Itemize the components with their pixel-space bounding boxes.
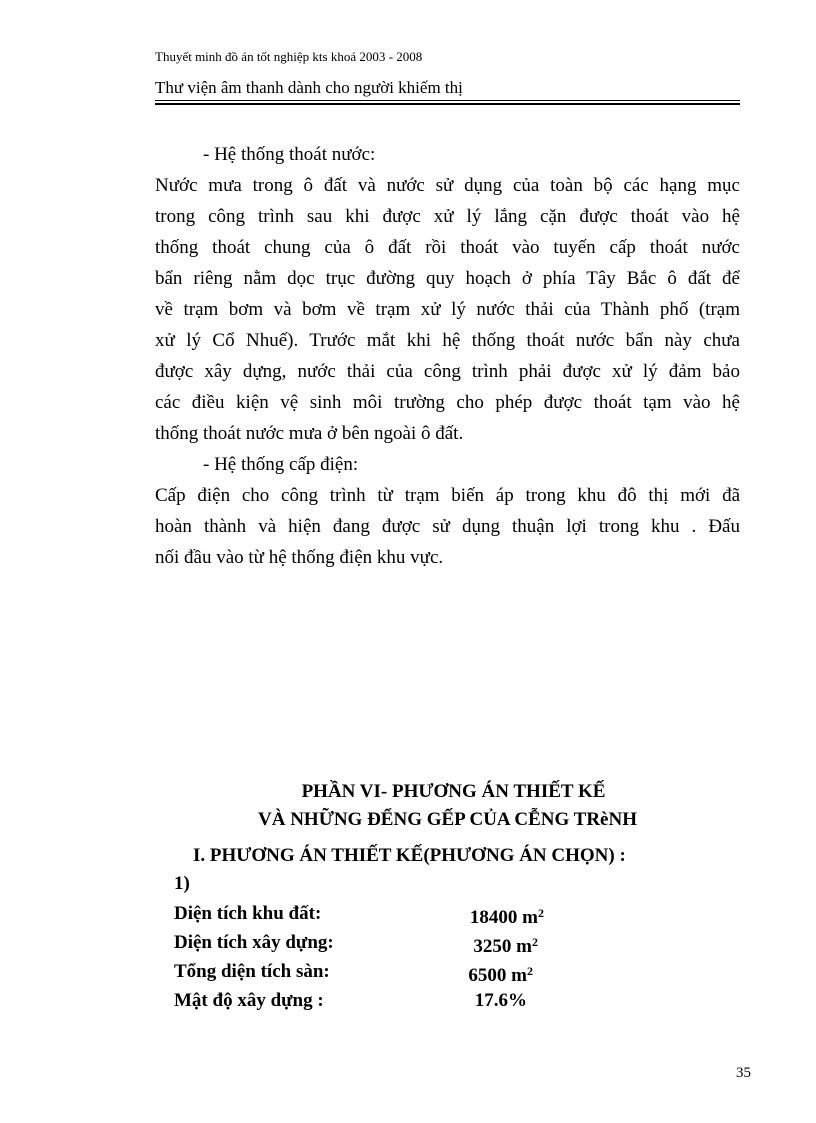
paragraph-line: Nước mưa trong ô đất và nước sử dụng của toàn bộ các hạng mục: [155, 175, 740, 196]
section-heading: I. PHƯƠNG ÁN THIẾT KẾ(PHƯƠNG ÁN CHỌN) :: [193, 845, 626, 866]
paragraph-line: Cấp điện cho công trình từ trạm biến áp trong khu đô thị mới đã: [155, 485, 740, 506]
paragraph-line: thống thoát nước mưa ở bên ngoài ô đất.: [155, 423, 464, 444]
stat-label: Tổng diện tích sàn:: [174, 961, 330, 982]
part-title-line2: VÀ NHỮNG ĐỂNG GẾP CỦA CỄNG TRèNH: [258, 809, 637, 830]
paragraph-line: thống thoát chung của ô đất rồi thoát vào tuyến cấp thoát nước: [155, 237, 740, 258]
paragraph-line: về trạm bơm và bơm về trạm xử lý nước thải của Thành phố (trạm: [155, 299, 740, 320]
part-title-line1: PHẦN VI- PHƯƠNG ÁN THIẾT KẾ: [301, 781, 606, 802]
stat-superscript: 2: [538, 906, 544, 920]
stat-value: [475, 986, 527, 1015]
stat-unit: m: [516, 936, 532, 957]
drainage-paragraph: [155, 170, 740, 449]
stat-unit: m: [522, 907, 538, 928]
stat-number: 18400: [469, 907, 518, 928]
paragraph-line: được xây dựng, nước thải của công trình phải được xử lý đảm bảo: [155, 361, 740, 382]
stat-unit: m: [511, 965, 527, 986]
power-paragraph: [155, 480, 740, 573]
header-project-title: Thư viện âm thanh dành cho người khiếm thị: [155, 78, 463, 97]
stat-label: Diện tích xây dựng:: [174, 932, 334, 953]
drainage-heading: - Hệ thống thoát nước:: [203, 144, 376, 165]
stat-superscript: 2: [527, 964, 533, 978]
power-heading: - Hệ thống cấp điện:: [203, 454, 359, 475]
stat-superscript: 2: [532, 935, 538, 949]
paragraph-line: trong công trình sau khi được xử lý lắng cặn được thoát vào hệ: [155, 206, 740, 227]
header-rule-thin: [155, 100, 740, 101]
paragraph-line: xử lý Cổ Nhuế). Trước mắt khi hệ thống thoát nước bẩn này chưa: [155, 330, 740, 351]
stat-number: 6500: [468, 965, 507, 986]
paragraph-line: các điều kiện vệ sinh môi trường cho phép được thoát tạm vào hệ: [155, 392, 740, 413]
stat-label: Mật độ xây dựng :: [174, 990, 324, 1011]
subsection-number: 1): [174, 873, 190, 894]
stat-label: Diện tích khu đất:: [174, 903, 322, 924]
stat-number: 3250: [473, 936, 512, 957]
paragraph-line: hoàn thành và hiện đang được sử dụng thuận lợi trong khu . Đấu: [155, 516, 740, 537]
page-number: 35: [736, 1065, 751, 1081]
stat-number: 17.6%: [474, 990, 527, 1011]
header-thesis-title: Thuyết minh đồ án tốt nghiệp kts khoá 2003 - 2008: [155, 49, 423, 64]
body-text: [155, 139, 740, 573]
paragraph-line: bẩn riêng nằm dọc trục đường quy hoạch ở phía Tây Bắc ô đất để: [155, 268, 740, 289]
header-rule-thick: [155, 103, 740, 105]
paragraph-line: nối đầu vào từ hệ thống điện khu vực.: [155, 547, 444, 568]
